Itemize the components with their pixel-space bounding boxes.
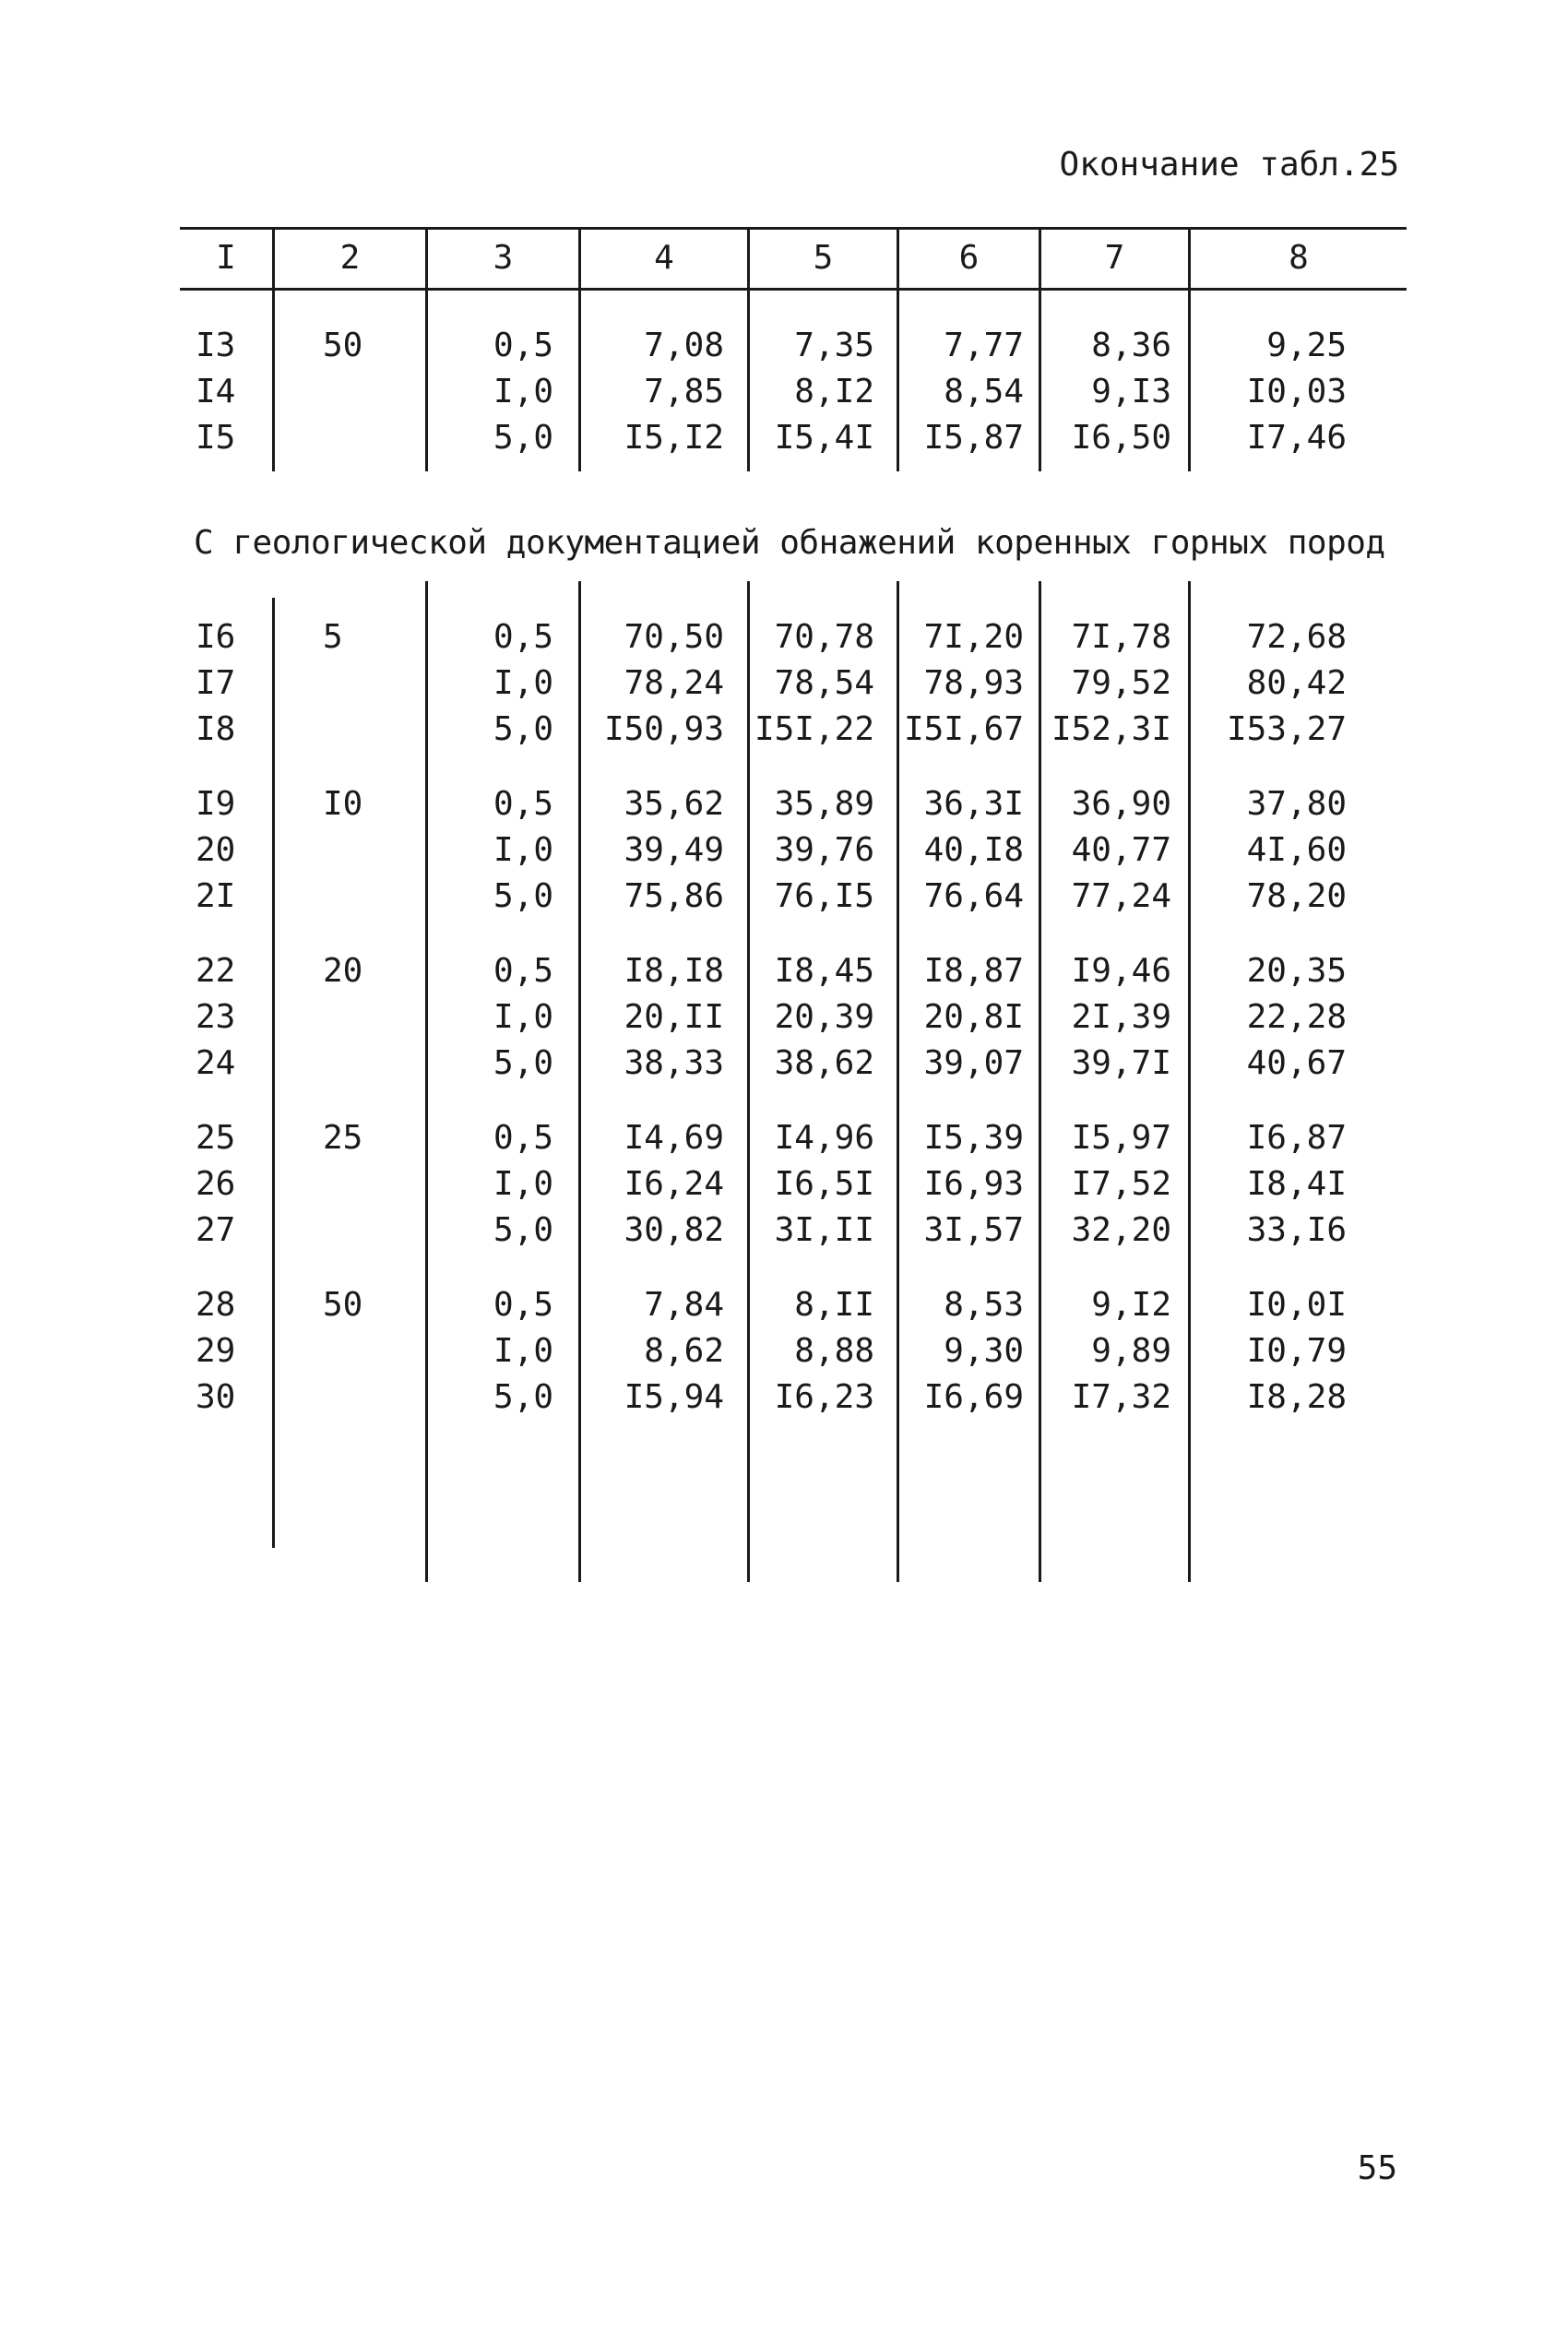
table-cell: 32,20 xyxy=(1071,1211,1171,1249)
table-cell: 4I,60 xyxy=(1246,831,1347,869)
table-cell: 8,53 xyxy=(944,1286,1024,1324)
table-cell: 36,3I xyxy=(923,785,1024,823)
table-cell: I8,I8 xyxy=(624,952,724,990)
table-cell: I53,27 xyxy=(1226,710,1347,748)
table-cell: I8,28 xyxy=(1246,1378,1347,1416)
table-cell: 30,82 xyxy=(624,1211,724,1249)
table-cell: 5,0 xyxy=(493,877,553,915)
table-cell: I3 xyxy=(196,327,236,364)
table-cell: 78,20 xyxy=(1246,877,1347,915)
table-cell: 5,0 xyxy=(493,710,553,748)
table-cell: 50 xyxy=(323,327,363,364)
table-cell: 29 xyxy=(196,1332,236,1370)
table-cell: 39,07 xyxy=(923,1044,1024,1082)
table-cell: 8,II xyxy=(794,1286,874,1324)
table-cell: 5,0 xyxy=(493,419,553,457)
table-cell: 9,89 xyxy=(1091,1332,1171,1370)
table-cell: 7,35 xyxy=(794,327,874,364)
table-cell: 39,49 xyxy=(624,831,724,869)
table-cell: 25 xyxy=(323,1119,363,1157)
table-cell: I,0 xyxy=(493,831,553,869)
table-caption: Окончание табл.25 xyxy=(1059,146,1399,184)
table-cell: 5,0 xyxy=(493,1211,553,1249)
column-header: 3 xyxy=(493,239,514,277)
table-cell: 70,50 xyxy=(624,618,724,656)
table-cell: 0,5 xyxy=(493,327,553,364)
table-cell: 22 xyxy=(196,952,236,990)
table-cell: 77,24 xyxy=(1071,877,1171,915)
table-cell: 40,77 xyxy=(1071,831,1171,869)
table-cell: 20,35 xyxy=(1246,952,1347,990)
table-cell: 78,54 xyxy=(774,664,874,702)
table-cell: I4,96 xyxy=(774,1119,874,1157)
table-cell: I4,69 xyxy=(624,1119,724,1157)
table-cell: 7I,78 xyxy=(1071,618,1171,656)
table-cell: 23 xyxy=(196,998,236,1036)
table-cell: 7,77 xyxy=(944,327,1024,364)
table-cell: 38,62 xyxy=(774,1044,874,1082)
table-cell: I6,23 xyxy=(774,1378,874,1416)
page-number: 55 xyxy=(1357,2149,1397,2187)
table-cell: I50,93 xyxy=(603,710,724,748)
table-cell: I52,3I xyxy=(1051,710,1171,748)
table-cell: I4 xyxy=(196,373,236,410)
table-cell: 35,62 xyxy=(624,785,724,823)
column-divider xyxy=(897,581,899,1582)
table-cell: 8,54 xyxy=(944,373,1024,410)
table-cell: 8,I2 xyxy=(794,373,874,410)
table-cell: 30 xyxy=(196,1378,236,1416)
table-cell: I,0 xyxy=(493,664,553,702)
table-cell: I7,32 xyxy=(1071,1378,1171,1416)
table-cell: 3I,57 xyxy=(923,1211,1024,1249)
table-cell: 9,25 xyxy=(1266,327,1347,364)
column-divider xyxy=(1039,581,1041,1582)
column-header: 4 xyxy=(654,239,674,277)
table-cell: 0,5 xyxy=(493,1286,553,1324)
table-cell: 7,84 xyxy=(644,1286,724,1324)
table-cell: 50 xyxy=(323,1286,363,1324)
table-cell: 7,85 xyxy=(644,373,724,410)
column-divider xyxy=(747,581,750,1582)
table-cell: 2I,39 xyxy=(1071,998,1171,1036)
table-cell: 28 xyxy=(196,1286,236,1324)
table-cell: 72,68 xyxy=(1246,618,1347,656)
table-cell: 7I,20 xyxy=(923,618,1024,656)
table-cell: 9,I3 xyxy=(1091,373,1171,410)
table-cell: I5,I2 xyxy=(624,419,724,457)
table-cell: I,0 xyxy=(493,1332,553,1370)
table-cell: I5,39 xyxy=(923,1119,1024,1157)
table-cell: I7 xyxy=(196,664,236,702)
column-divider xyxy=(1188,581,1191,1582)
table-cell: 25 xyxy=(196,1119,236,1157)
table-cell: I5,94 xyxy=(624,1378,724,1416)
table-cell: I0 xyxy=(323,785,363,823)
table-cell: I6,69 xyxy=(923,1378,1024,1416)
table-cell: 20,8I xyxy=(923,998,1024,1036)
table-cell: 9,30 xyxy=(944,1332,1024,1370)
table-cell: I8,4I xyxy=(1246,1165,1347,1203)
table-cell: 26 xyxy=(196,1165,236,1203)
table-cell: I6 xyxy=(196,618,236,656)
table-cell: 78,24 xyxy=(624,664,724,702)
table-cell: 40,67 xyxy=(1246,1044,1347,1082)
table-cell: I9,46 xyxy=(1071,952,1171,990)
table-cell: 37,80 xyxy=(1246,785,1347,823)
table-cell: 0,5 xyxy=(493,785,553,823)
table-cell: 20,II xyxy=(624,998,724,1036)
table-cell: 22,28 xyxy=(1246,998,1347,1036)
table-cell: 20 xyxy=(196,831,236,869)
table-cell: 2I xyxy=(196,877,236,915)
column-header: 2 xyxy=(339,239,361,277)
table-cell: I,0 xyxy=(493,1165,553,1203)
table-cell: 40,I8 xyxy=(923,831,1024,869)
table-cell: 39,7I xyxy=(1071,1044,1171,1082)
table-cell: 8,36 xyxy=(1091,327,1171,364)
table-cell: 33,I6 xyxy=(1246,1211,1347,1249)
table-cell: I0,0I xyxy=(1246,1286,1347,1324)
table-cell: I5,4I xyxy=(774,419,874,457)
table-header-rule xyxy=(180,288,1407,291)
table-cell: 80,42 xyxy=(1246,664,1347,702)
table-cell: I5I,67 xyxy=(903,710,1024,748)
table-cell: 8,88 xyxy=(794,1332,874,1370)
table-cell: 20,39 xyxy=(774,998,874,1036)
table-cell: I,0 xyxy=(493,373,553,410)
table-cell: 27 xyxy=(196,1211,236,1249)
table-cell: I9 xyxy=(196,785,236,823)
table-cell: I5,87 xyxy=(923,419,1024,457)
table-cell: 35,89 xyxy=(774,785,874,823)
table-cell: I,0 xyxy=(493,998,553,1036)
table-cell: I5I,22 xyxy=(754,710,874,748)
table-cell: I6,24 xyxy=(624,1165,724,1203)
column-header: I xyxy=(216,239,236,277)
table-cell: 76,64 xyxy=(923,877,1024,915)
table-cell: 24 xyxy=(196,1044,236,1082)
table-cell: 8,62 xyxy=(644,1332,724,1370)
table-cell: 79,52 xyxy=(1071,664,1171,702)
table-cell: 70,78 xyxy=(774,618,874,656)
table-cell: I8,87 xyxy=(923,952,1024,990)
table-cell: I8,45 xyxy=(774,952,874,990)
table-cell: 0,5 xyxy=(493,952,553,990)
column-divider xyxy=(272,598,275,1548)
table-cell: 38,33 xyxy=(624,1044,724,1082)
column-header: 7 xyxy=(1104,239,1125,277)
table-cell: 7,08 xyxy=(644,327,724,364)
table-cell: I6,93 xyxy=(923,1165,1024,1203)
section-title: С геологической документацией обнажений коренных горных пород xyxy=(194,524,1385,562)
table-cell: 3I,II xyxy=(774,1211,874,1249)
table-cell: 76,I5 xyxy=(774,877,874,915)
table-cell: 36,90 xyxy=(1071,785,1171,823)
table-cell: 78,93 xyxy=(923,664,1024,702)
table-cell: I0,79 xyxy=(1246,1332,1347,1370)
table-cell: 5 xyxy=(323,618,343,656)
table-cell: I7,52 xyxy=(1071,1165,1171,1203)
table-cell: I0,03 xyxy=(1246,373,1347,410)
table-cell: I6,5I xyxy=(774,1165,874,1203)
table-cell: 75,86 xyxy=(624,877,724,915)
table-cell: 39,76 xyxy=(774,831,874,869)
table-cell: 20 xyxy=(323,952,363,990)
table-cell: I8 xyxy=(196,710,236,748)
table-cell: 0,5 xyxy=(493,1119,553,1157)
column-header: 5 xyxy=(813,239,834,277)
table-cell: I6,87 xyxy=(1246,1119,1347,1157)
table-cell: 0,5 xyxy=(493,618,553,656)
column-header: 8 xyxy=(1289,239,1309,277)
table-cell: 5,0 xyxy=(493,1378,553,1416)
table-cell: I7,46 xyxy=(1246,419,1347,457)
column-header: 6 xyxy=(958,239,980,277)
table-cell: I5 xyxy=(196,419,236,457)
table-cell: I6,50 xyxy=(1071,419,1171,457)
table-cell: 9,I2 xyxy=(1091,1286,1171,1324)
table-cell: 5,0 xyxy=(493,1044,553,1082)
column-divider xyxy=(578,581,581,1582)
table-top-rule xyxy=(180,227,1407,230)
table-cell: I5,97 xyxy=(1071,1119,1171,1157)
column-divider xyxy=(425,581,428,1582)
